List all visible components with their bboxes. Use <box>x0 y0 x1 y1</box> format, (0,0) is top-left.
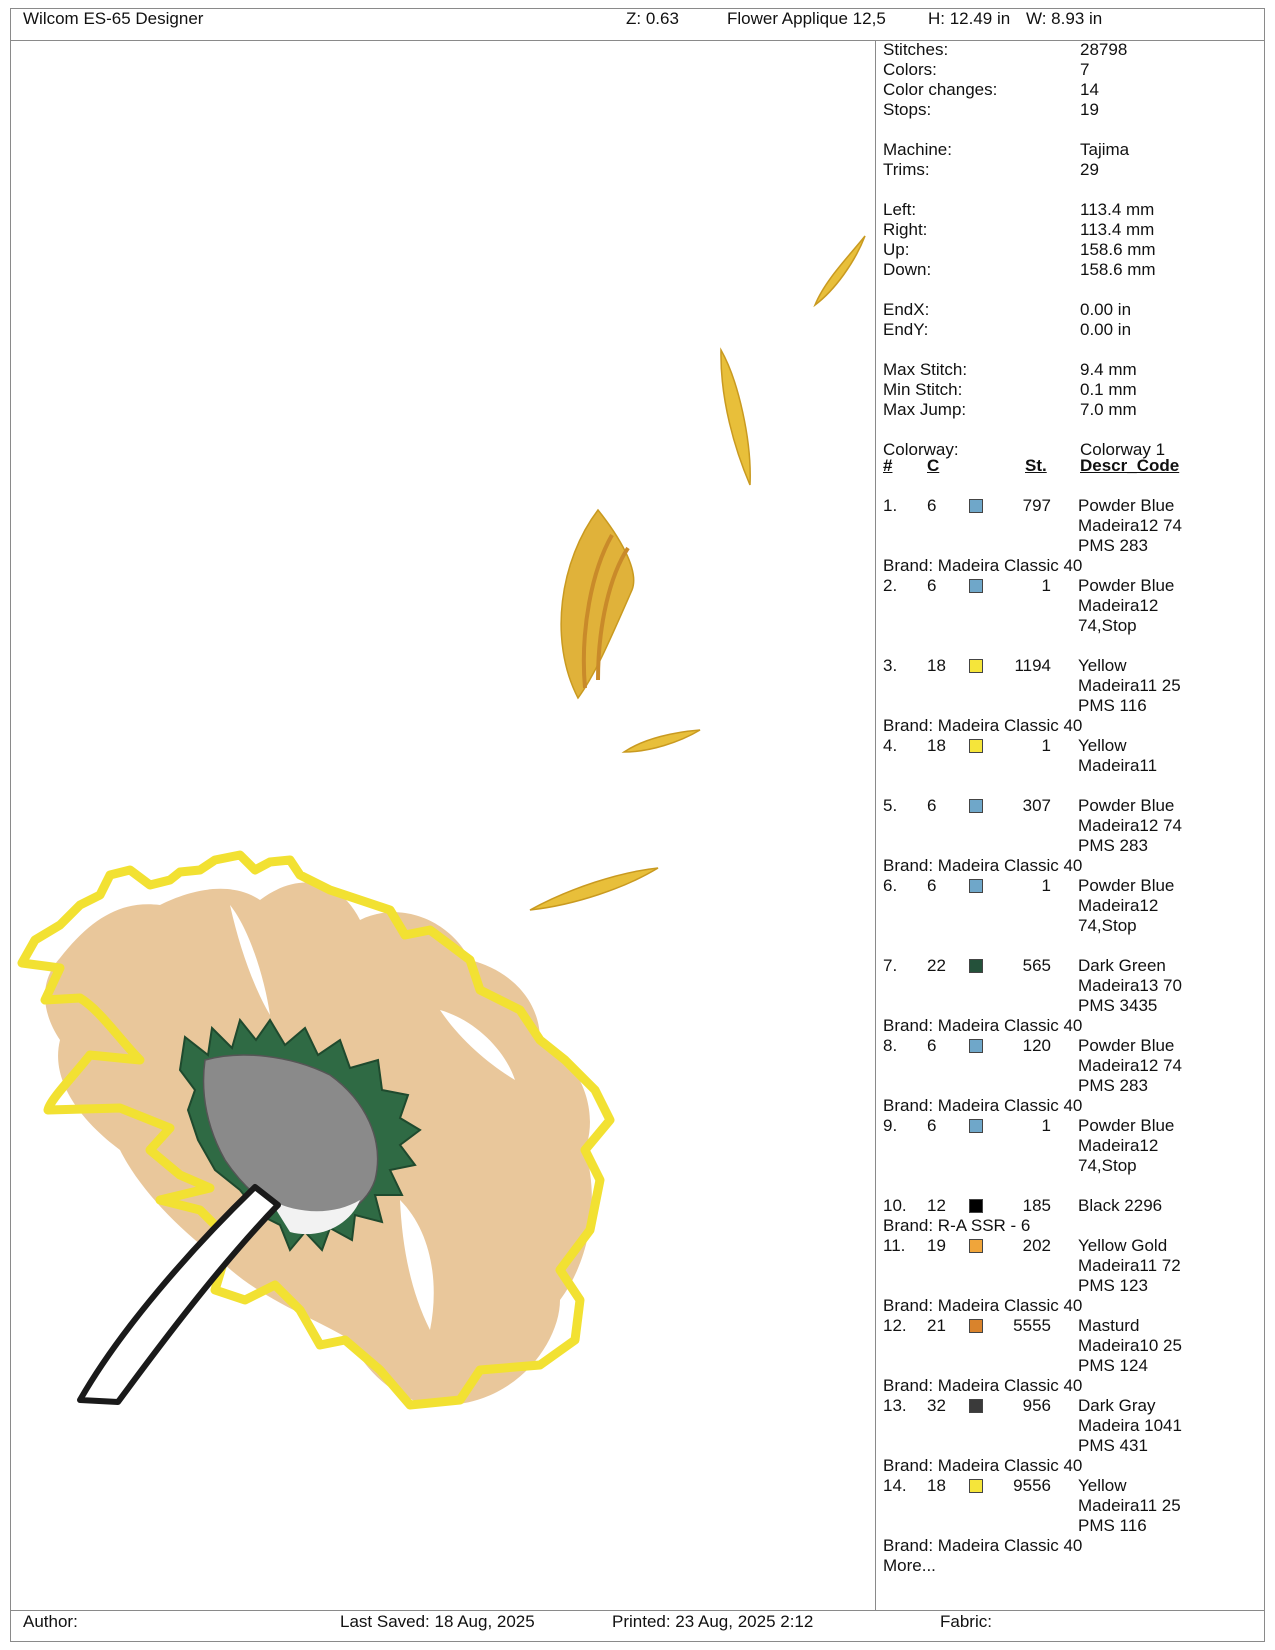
stat-value: 158.6 mm <box>1080 240 1156 259</box>
color-stitch-count: 797 <box>1022 496 1051 515</box>
footer-author: Author: <box>23 1612 78 1631</box>
stat-label: Max Jump: <box>883 400 967 419</box>
color-swatch <box>969 659 983 673</box>
color-row <box>883 1036 1263 1056</box>
color-description: 74,Stop <box>1078 1156 1137 1175</box>
color-code: 18 <box>927 656 946 675</box>
stat-label: Colorway: <box>883 440 959 459</box>
stat-label: Max Stitch: <box>883 360 968 379</box>
color-description: Madeira11 25 <box>1078 676 1181 695</box>
color-description: Powder Blue <box>1078 576 1175 595</box>
color-code: 6 <box>927 1036 937 1055</box>
footer-divider <box>10 1610 1265 1611</box>
color-description: Madeira11 72 <box>1078 1256 1181 1275</box>
embroidery-design-preview <box>11 41 875 1610</box>
color-swatch <box>969 1119 983 1133</box>
color-description: Madeira12 74 <box>1078 1056 1182 1075</box>
stat-row <box>883 400 1263 420</box>
color-description: PMS 124 <box>1078 1356 1148 1375</box>
stat-row <box>883 260 1263 280</box>
color-index: 6. <box>883 876 898 895</box>
stat-row <box>883 60 1263 80</box>
color-index: 14. <box>883 1476 907 1495</box>
stat-value: 28798 <box>1080 40 1128 59</box>
color-row-continued <box>883 516 1263 536</box>
stat-label: EndY: <box>883 320 929 339</box>
color-index: 11. <box>883 1236 906 1255</box>
stat-row <box>883 360 1263 380</box>
col-header-stitches: St. <box>1025 456 1047 475</box>
color-index: 12. <box>883 1316 907 1335</box>
color-description: Powder Blue <box>1078 796 1175 815</box>
color-description: PMS 3435 <box>1078 996 1158 1015</box>
color-description: Madeira10 25 <box>1078 1336 1182 1355</box>
color-row <box>883 1116 1263 1136</box>
color-swatch <box>969 959 983 973</box>
color-code: 6 <box>927 876 937 895</box>
color-index: 7. <box>883 956 898 975</box>
color-description: Madeira11 <box>1078 756 1158 775</box>
color-row <box>883 956 1263 976</box>
stat-value: Tajima <box>1080 140 1130 159</box>
color-code: 32 <box>927 1396 946 1415</box>
footer-printed: Printed: 23 Aug, 2025 2:12 <box>612 1612 814 1631</box>
falling-petal <box>721 350 750 485</box>
stat-label: Trims: <box>883 160 930 179</box>
color-stitch-count: 307 <box>1022 796 1051 815</box>
color-description: PMS 116 <box>1078 696 1147 715</box>
color-row-continued <box>883 1276 1263 1296</box>
color-description: Madeira12 74 <box>1078 516 1182 535</box>
color-code: 6 <box>927 1116 937 1135</box>
stat-label: EndX: <box>883 300 930 319</box>
color-brand: Brand: Madeira Classic 40 <box>883 556 1083 575</box>
color-stitch-count: 1194 <box>1014 656 1051 675</box>
color-row-continued <box>883 1076 1263 1096</box>
color-brand: Brand: Madeira Classic 40 <box>883 1456 1083 1475</box>
color-row-continued <box>883 1356 1263 1376</box>
stat-label: Left: <box>883 200 917 219</box>
color-description: Powder Blue <box>1078 496 1175 515</box>
color-code: 6 <box>927 576 937 595</box>
color-swatch <box>969 1479 983 1493</box>
color-description: Masturd <box>1078 1316 1140 1335</box>
stat-row <box>883 80 1263 100</box>
stat-value: 0.1 mm <box>1080 380 1137 399</box>
color-row-continued <box>883 1336 1263 1356</box>
stat-label: Color changes: <box>883 80 998 99</box>
color-description: Madeira 1041 <box>1078 1416 1182 1435</box>
design-height: H: 12.49 in <box>928 9 1011 28</box>
color-description: Madeira12 <box>1078 896 1159 915</box>
color-description: 74,Stop <box>1078 916 1137 935</box>
color-brand: Brand: Madeira Classic 40 <box>883 716 1083 735</box>
stat-label: Stops: <box>883 100 932 119</box>
color-description: Madeira12 <box>1078 1136 1159 1155</box>
color-row-continued <box>883 996 1263 1016</box>
color-description: PMS 283 <box>1078 1076 1148 1095</box>
color-row-continued <box>883 896 1263 916</box>
falling-petal <box>815 236 865 305</box>
stat-row <box>883 160 1263 180</box>
color-row-continued <box>883 1136 1263 1156</box>
color-description: Dark Gray <box>1078 1396 1156 1415</box>
color-description: Yellow <box>1078 736 1127 755</box>
stat-value: 0.00 in <box>1080 320 1132 339</box>
color-description: Dark Green <box>1078 956 1166 975</box>
stat-row <box>883 300 1263 320</box>
stat-value: 113.4 mm <box>1080 220 1155 239</box>
color-description: Yellow <box>1078 1476 1127 1495</box>
color-stitch-count: 120 <box>1022 1036 1051 1055</box>
color-row-continued <box>883 1496 1263 1516</box>
color-code: 18 <box>927 1476 946 1495</box>
color-swatch <box>969 1199 983 1213</box>
color-brand: Brand: Madeira Classic 40 <box>883 1016 1083 1035</box>
color-index: 2. <box>883 576 898 595</box>
color-code: 12 <box>927 1196 946 1215</box>
panel-divider <box>875 40 876 1610</box>
stat-value: 29 <box>1080 160 1099 179</box>
color-description: PMS 431 <box>1078 1436 1148 1455</box>
color-row <box>883 656 1263 676</box>
color-row-continued <box>883 916 1263 936</box>
color-index: 10. <box>883 1196 907 1215</box>
color-row <box>883 1476 1263 1496</box>
color-swatch <box>969 1039 983 1053</box>
color-code: 19 <box>927 1236 946 1255</box>
color-description: Yellow Gold <box>1078 1236 1168 1255</box>
color-stitch-count: 1 <box>1041 736 1051 755</box>
color-code: 6 <box>927 796 937 815</box>
stat-value: 158.6 mm <box>1080 260 1156 279</box>
color-brand: Brand: Madeira Classic 40 <box>883 1376 1083 1395</box>
color-row <box>883 1236 1263 1256</box>
col-header-description: Descr_Code <box>1080 456 1180 475</box>
color-row-continued <box>883 1416 1263 1436</box>
color-description: PMS 123 <box>1078 1276 1148 1295</box>
stat-value: 113.4 mm <box>1080 200 1155 219</box>
color-stitch-count: 1 <box>1041 576 1051 595</box>
color-index: 5. <box>883 796 898 815</box>
color-row <box>883 1396 1263 1416</box>
color-row-continued <box>883 756 1263 776</box>
stat-label: Down: <box>883 260 932 279</box>
color-row-continued <box>883 1056 1263 1076</box>
color-code: 18 <box>927 736 946 755</box>
color-index: 4. <box>883 736 898 755</box>
color-description: PMS 116 <box>1078 1516 1147 1535</box>
color-code: 22 <box>927 956 946 975</box>
color-row <box>883 576 1263 596</box>
color-row-continued <box>883 1256 1263 1276</box>
color-index: 1. <box>883 496 898 515</box>
stat-row <box>883 320 1263 340</box>
color-description: Yellow <box>1078 656 1127 675</box>
color-description: Black 2296 <box>1078 1196 1163 1215</box>
stat-row <box>883 440 1263 460</box>
color-row <box>883 736 1263 756</box>
stat-label: Right: <box>883 220 928 239</box>
stat-value: Colorway 1 <box>1080 440 1166 459</box>
footer-last-saved: Last Saved: 18 Aug, 2025 <box>340 1612 535 1631</box>
color-index: 8. <box>883 1036 898 1055</box>
color-stitch-count: 185 <box>1022 1196 1051 1215</box>
stat-row <box>883 40 1263 60</box>
stat-value: 0.00 in <box>1080 300 1132 319</box>
color-stitch-count: 565 <box>1022 956 1051 975</box>
stat-label: Up: <box>883 240 910 259</box>
col-header-num: # <box>883 456 893 475</box>
stat-row <box>883 140 1263 160</box>
color-brand: Brand: R-A SSR - 6 <box>883 1216 1031 1235</box>
color-row-continued <box>883 816 1263 836</box>
stat-value: 19 <box>1080 100 1099 119</box>
color-swatch <box>969 1319 983 1333</box>
color-brand: Brand: Madeira Classic 40 <box>883 1296 1083 1315</box>
stat-label: Colors: <box>883 60 937 79</box>
color-brand: Brand: Madeira Classic 40 <box>883 856 1083 875</box>
color-description: Madeira12 <box>1078 596 1159 615</box>
stat-value: 14 <box>1080 80 1099 99</box>
color-description: Powder Blue <box>1078 876 1175 895</box>
color-stitch-count: 956 <box>1022 1396 1051 1415</box>
color-swatch <box>969 1239 983 1253</box>
color-row-continued <box>883 696 1263 716</box>
stat-value: 7.0 mm <box>1080 400 1137 419</box>
color-description: Madeira12 74 <box>1078 816 1182 835</box>
color-row-continued <box>883 836 1263 856</box>
color-swatch <box>969 799 983 813</box>
stat-value: 9.4 mm <box>1080 360 1137 379</box>
color-index: 3. <box>883 656 898 675</box>
design-width: W: 8.93 in <box>1026 9 1103 28</box>
color-row <box>883 1196 1263 1216</box>
color-description: Powder Blue <box>1078 1116 1175 1135</box>
color-index: 13. <box>883 1396 907 1415</box>
stat-value: 7 <box>1080 60 1090 79</box>
color-stitch-count: 202 <box>1022 1236 1051 1255</box>
color-stitch-count: 1 <box>1041 876 1051 895</box>
stat-label: Machine: <box>883 140 952 159</box>
color-row-continued <box>883 536 1263 556</box>
color-description: Madeira11 25 <box>1078 1496 1181 1515</box>
color-row-continued <box>883 1156 1263 1176</box>
color-row <box>883 876 1263 896</box>
color-row-continued <box>883 976 1263 996</box>
stat-row <box>883 240 1263 260</box>
color-stitch-count: 1 <box>1041 1116 1051 1135</box>
color-description: 74,Stop <box>1078 616 1137 635</box>
more-link[interactable]: More... <box>883 1556 936 1575</box>
color-code: 6 <box>927 496 937 515</box>
color-row-continued <box>883 1436 1263 1456</box>
color-swatch <box>969 499 983 513</box>
color-swatch <box>969 1399 983 1413</box>
color-description: Powder Blue <box>1078 1036 1175 1055</box>
color-index: 9. <box>883 1116 898 1135</box>
color-swatch <box>969 579 983 593</box>
zoom-level: Z: 0.63 <box>626 9 679 28</box>
falling-petal <box>624 730 700 752</box>
color-description: PMS 283 <box>1078 836 1148 855</box>
color-row-continued <box>883 596 1263 616</box>
stat-row <box>883 220 1263 240</box>
color-description: Madeira13 70 <box>1078 976 1182 995</box>
col-header-color: C <box>927 456 940 475</box>
design-name: Flower Applique 12,5 <box>727 9 886 28</box>
color-row-continued <box>883 676 1263 696</box>
color-swatch <box>969 879 983 893</box>
color-row-continued <box>883 616 1263 636</box>
color-row <box>883 1316 1263 1336</box>
color-row-continued <box>883 1516 1263 1536</box>
stat-row <box>883 200 1263 220</box>
stat-row <box>883 100 1263 120</box>
app-title: Wilcom ES-65 Designer <box>23 9 204 28</box>
color-brand: Brand: Madeira Classic 40 <box>883 1536 1083 1555</box>
stat-label: Stitches: <box>883 40 949 59</box>
color-stitch-count: 9556 <box>1013 1476 1051 1495</box>
color-row <box>883 796 1263 816</box>
color-code: 21 <box>927 1316 946 1335</box>
color-description: PMS 283 <box>1078 536 1148 555</box>
color-stitch-count: 5555 <box>1013 1316 1051 1335</box>
color-brand: Brand: Madeira Classic 40 <box>883 1096 1083 1115</box>
footer-fabric: Fabric: <box>940 1612 992 1631</box>
stat-row <box>883 380 1263 400</box>
color-swatch <box>969 739 983 753</box>
color-row <box>883 496 1263 516</box>
falling-petal <box>530 868 658 910</box>
stat-label: Min Stitch: <box>883 380 963 399</box>
